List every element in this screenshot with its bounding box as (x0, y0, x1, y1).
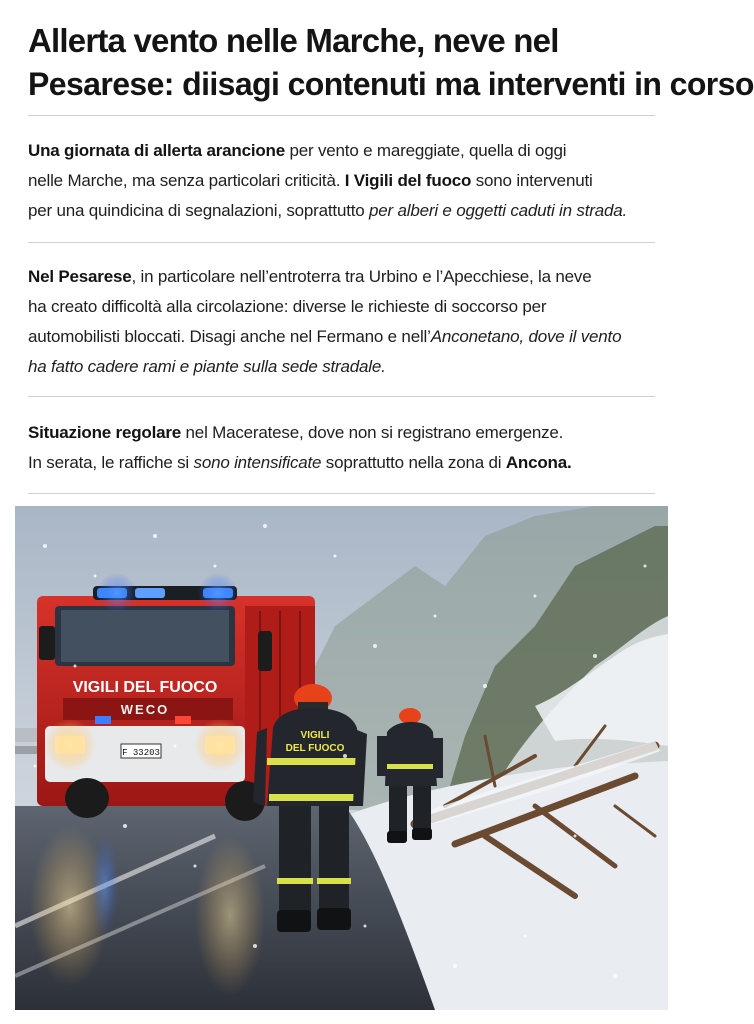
bold-text: Nel Pesarese (28, 267, 132, 286)
paragraph-line (28, 196, 660, 226)
text-run: nelle Marche, ma senza particolari criticità. (28, 171, 345, 190)
headline-subtitle: diisagi contenuti ma interventi in corso (173, 66, 754, 102)
divider (28, 242, 655, 243)
headline-place: Pesarese: (28, 66, 174, 102)
text-run: sono intervenuti (471, 171, 593, 190)
italic-text: Anconetano, dove il vento (430, 327, 622, 346)
text-run: automobilisti bloccati. Disagi anche nel Fermano e nell’ (28, 327, 431, 346)
paragraph-line (28, 292, 660, 322)
paragraph-line (28, 322, 660, 352)
paragraph-1 (28, 136, 660, 226)
text-run: soprattutto nella zona di (321, 453, 506, 472)
bold-text: Ancona. (505, 453, 572, 472)
license-plate: F 33203 (122, 748, 160, 758)
italic-text: sono intensificate (193, 453, 322, 472)
headline (28, 20, 754, 104)
paragraph-line (28, 352, 660, 382)
text-run: In serata, le raffiche si (28, 453, 194, 472)
jacket-label-1: VIGILI (300, 730, 330, 741)
paragraph-2 (28, 262, 660, 382)
jacket-label-2: DEL FUOCO (285, 743, 345, 754)
headline-line-1: Allerta vento nelle Marche, neve nel (28, 22, 559, 59)
paragraph-line (28, 166, 660, 196)
text-run: per una quindicina di segnalazioni, soprattutto (28, 201, 370, 220)
text-run: nel Maceratese, dove non si registrano emergenze. (181, 423, 564, 442)
truck-brand: WECO (120, 702, 170, 717)
divider (28, 493, 655, 494)
bold-text: Una giornata di allerta arancione (28, 141, 285, 160)
bold-text: I Vigili del fuoco (344, 171, 472, 190)
bold-text: Situazione regolare (28, 423, 182, 442)
italic-text: ha fatto cadere rami e piante sulla sede stradale. (28, 357, 386, 376)
divider (28, 115, 655, 116)
paragraph-line (28, 448, 660, 478)
text-run: , in particolare nell’entroterra tra Urbino e l’Apecchiese, la neve (131, 267, 592, 286)
paragraph-line (28, 262, 660, 292)
paragraph-line (28, 418, 660, 448)
headline-line-2 (28, 64, 754, 104)
truck-label: VIGILI DEL FUOCO (72, 679, 218, 696)
paragraph-3 (28, 418, 660, 478)
text-run: ha creato difficoltà alla circolazione: diverse le richieste di soccorso per (28, 297, 547, 316)
divider (28, 396, 655, 397)
italic-text: per alberi e oggetti caduti in strada. (369, 201, 627, 220)
news-photo (15, 506, 668, 1010)
paragraph-line (28, 136, 660, 166)
text-run: per vento e mareggiate, quella di oggi (284, 141, 567, 160)
